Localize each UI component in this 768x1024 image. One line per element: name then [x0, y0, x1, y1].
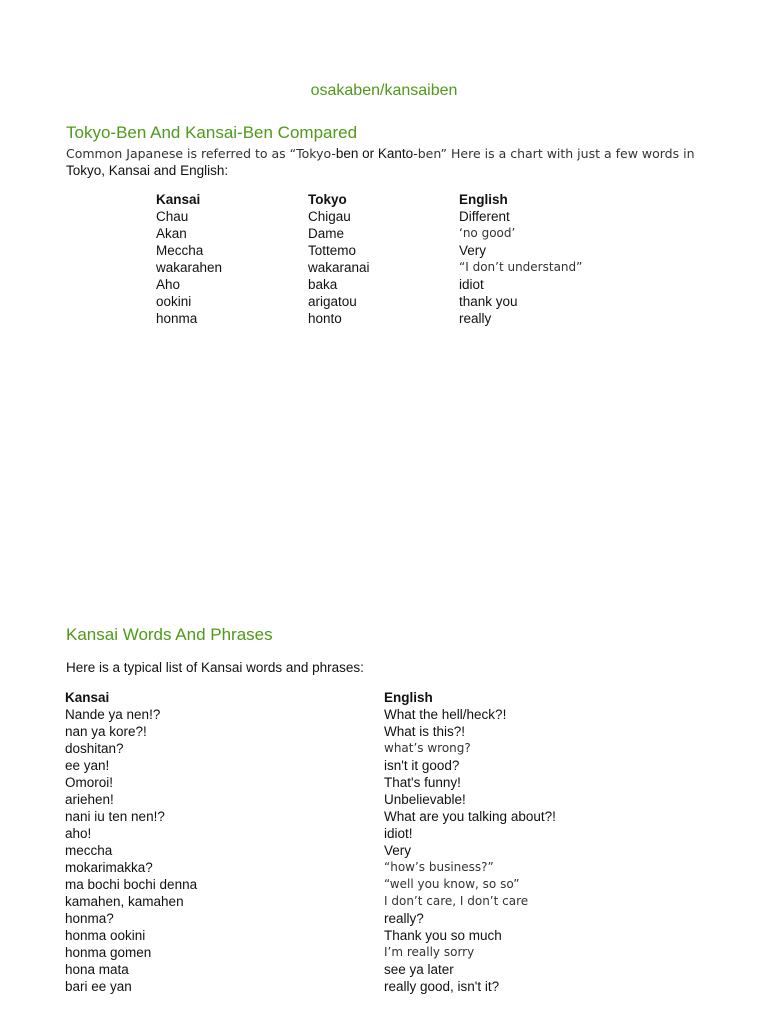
cell-english: Very [384, 843, 412, 858]
table-row [65, 944, 556, 961]
cell-kansai: doshitan? [65, 741, 124, 756]
intro-part-b: ben or Kanto [335, 146, 414, 161]
cell-kansai: Meccha [156, 243, 204, 258]
cell-english: “how’s business?” [384, 860, 494, 874]
table-row [65, 876, 556, 893]
cell-english: idiot! [384, 826, 413, 841]
table-row [65, 961, 556, 978]
cell-kansai: Akan [156, 226, 187, 241]
cell-english: “I don’t understand” [459, 260, 583, 274]
intro-part-c: -ben” Here is a chart with just a few words in [413, 146, 695, 161]
table-row [156, 225, 582, 242]
cell-tokyo: wakaranai [308, 260, 370, 275]
table-row [156, 293, 582, 310]
cell-english: What are you talking about?! [384, 809, 556, 824]
cell-kansai: honma ookini [65, 928, 146, 943]
cell-kansai: Chau [156, 209, 189, 224]
cell-english: Very [459, 243, 487, 258]
cell-kansai: meccha [65, 843, 113, 858]
cell-kansai: nan ya kore?! [65, 724, 147, 739]
table-row [156, 310, 582, 327]
cell-tokyo: baka [308, 277, 338, 292]
column-header-kansai: Kansai [65, 690, 110, 705]
cell-kansai: wakarahen [156, 260, 223, 275]
phrase-rows [65, 706, 556, 995]
cell-english: That's funny! [384, 775, 461, 790]
table-row [156, 276, 582, 293]
table-row [156, 208, 582, 225]
table-row [65, 842, 556, 859]
cell-tokyo: arigatou [308, 294, 357, 309]
section-heading-compared: Tokyo-Ben And Kansai-Ben Compared [66, 123, 358, 142]
table-row [156, 242, 582, 259]
cell-english: really good, isn't it? [384, 979, 500, 994]
cell-tokyo: honto [308, 311, 342, 326]
column-header-tokyo: Tokyo [308, 192, 347, 207]
cell-kansai: aho! [65, 826, 92, 841]
table-row [65, 825, 556, 842]
comparison-rows [156, 208, 582, 327]
cell-kansai: hona mata [65, 962, 129, 977]
cell-kansai: Omoroi! [65, 775, 114, 790]
intro-part-a: Common Japanese is referred to as “Tokyo- [66, 146, 336, 161]
cell-english: What is this?! [384, 724, 466, 739]
cell-english: see ya later [384, 962, 454, 977]
table-row [65, 893, 556, 910]
cell-tokyo: Tottemo [308, 243, 357, 258]
comparison-table [156, 191, 582, 327]
document-title: osakaben/kansaiben [310, 82, 458, 99]
cell-kansai: kamahen, kamahen [65, 894, 184, 909]
intro-part-d: Tokyo, Kansai and English: [66, 163, 229, 178]
cell-kansai: honma? [65, 911, 114, 926]
table-header-row [65, 689, 556, 706]
cell-english: “well you know, so so” [384, 877, 520, 891]
cell-english: ‘no good’ [459, 226, 516, 240]
cell-kansai: Nande ya nen!? [65, 707, 161, 722]
cell-kansai: nani iu ten nen!? [65, 809, 165, 824]
section-intro-compared [66, 145, 716, 179]
table-row [65, 723, 556, 740]
phrases-table [65, 689, 556, 995]
table-row [65, 791, 556, 808]
column-header-english: English [384, 690, 433, 705]
table-row [65, 740, 556, 757]
section-intro-phrases: Here is a typical list of Kansai words and phrases: [66, 660, 364, 675]
cell-english: I’m really sorry [384, 945, 475, 959]
cell-kansai: honma [156, 311, 198, 326]
table-header-row [156, 191, 582, 208]
column-header-english: English [459, 192, 508, 207]
table-row [65, 706, 556, 723]
cell-english: I don’t care, I don’t care [384, 894, 529, 908]
table-row [65, 757, 556, 774]
table-row [65, 910, 556, 927]
table-row [65, 808, 556, 825]
cell-english: really? [384, 911, 424, 926]
cell-kansai: ee yan! [65, 758, 110, 773]
cell-kansai: mokarimakka? [65, 860, 153, 875]
cell-english: isn't it good? [384, 758, 460, 773]
table-row [65, 774, 556, 791]
cell-kansai: Aho [156, 277, 181, 292]
cell-english: Different [459, 209, 510, 224]
table-row [156, 259, 582, 276]
cell-english: thank you [459, 294, 518, 309]
cell-tokyo: Chigau [308, 209, 351, 224]
table-row [65, 859, 556, 876]
cell-english: Unbelievable! [384, 792, 466, 807]
cell-english: Thank you so much [384, 928, 502, 943]
cell-tokyo: Dame [308, 226, 345, 241]
column-header-kansai: Kansai [156, 192, 201, 207]
cell-english: What the hell/heck?! [384, 707, 507, 722]
table-row [65, 978, 556, 995]
cell-kansai: honma gomen [65, 945, 152, 960]
cell-kansai: ariehen! [65, 792, 114, 807]
cell-english: idiot [459, 277, 484, 292]
table-row [65, 927, 556, 944]
section-heading-phrases: Kansai Words And Phrases [66, 625, 273, 644]
cell-english: what’s wrong? [384, 741, 471, 755]
cell-kansai: ma bochi bochi denna [65, 877, 198, 892]
cell-english: really [459, 311, 492, 326]
cell-kansai: bari ee yan [65, 979, 132, 994]
cell-kansai: ookini [156, 294, 192, 309]
